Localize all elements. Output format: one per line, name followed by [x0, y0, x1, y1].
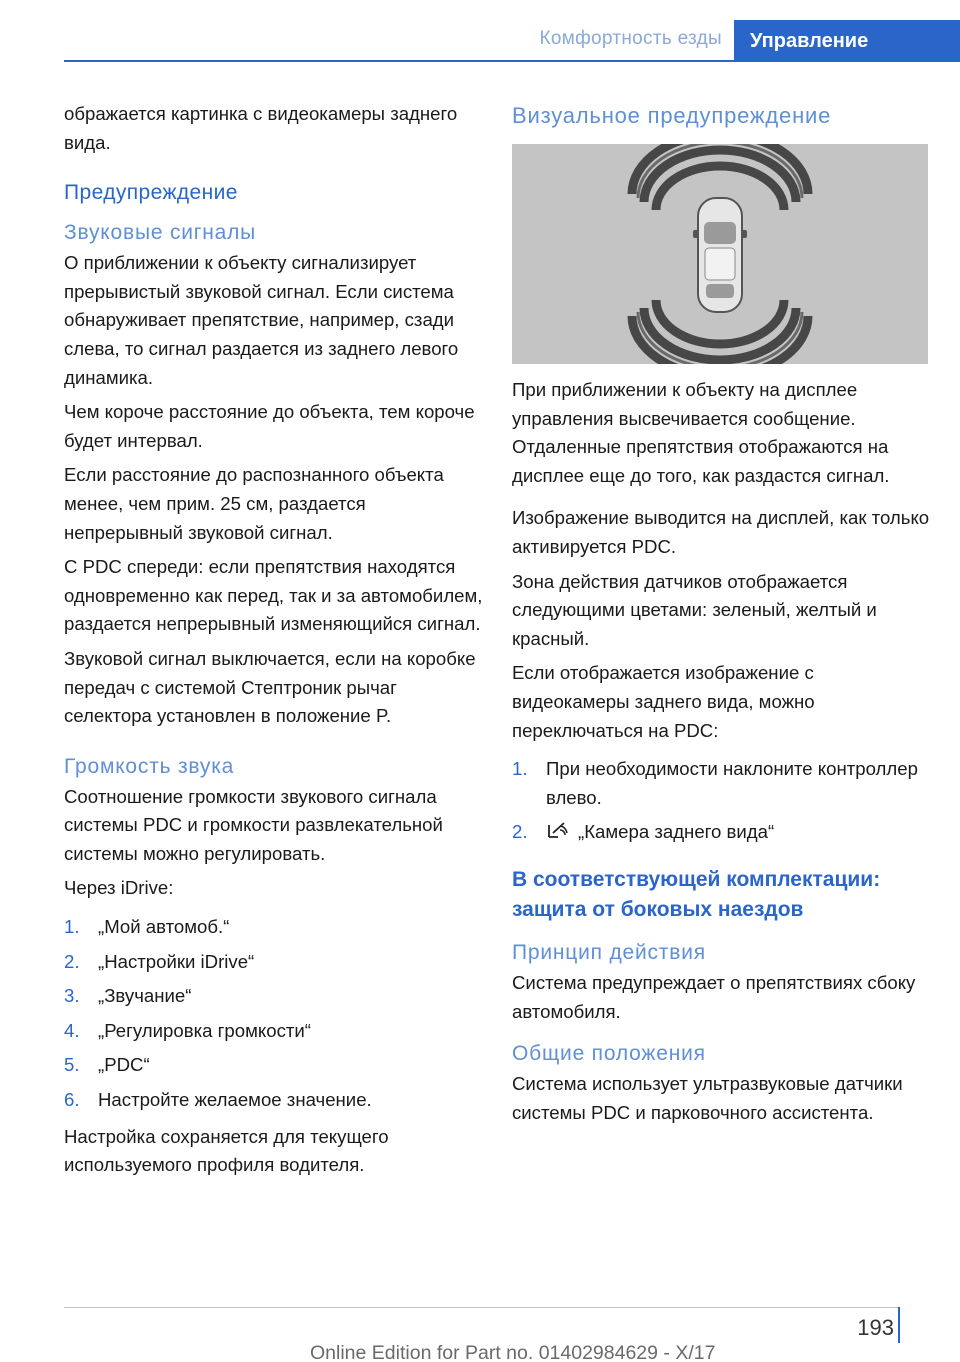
camera-switch-steps-list [512, 755, 932, 847]
footer-rule [64, 1307, 900, 1308]
step-text: „Настройки iDrive“ [98, 950, 255, 972]
header-chapter-tab: Управление [734, 20, 960, 62]
step-text: При необходимости наклоните контроллер влево. [546, 758, 918, 808]
pdc-display-illustration [512, 144, 928, 364]
step-number: 3. [64, 985, 80, 1007]
paragraph: Если отображается изображение с видеокамеры заднего вида, можно переключаться на PDC: [512, 662, 815, 741]
intro-text: ображается картинка с видеокамеры заднего вида. [64, 103, 458, 153]
step-text: „Мой автомоб.“ [98, 916, 230, 938]
page-footer [0, 1300, 960, 1362]
paragraph: О приближении к объекту сигнализирует прерывистый звуковой сигнал. Если система обнаруживает препятствие, например, сзади слева, то сигнал раздается из заднего левого динамика. [64, 252, 459, 388]
left-column [64, 100, 484, 1186]
header-section-title: Комфортность езды [539, 28, 722, 49]
paragraph: Зона действия датчиков отображается следующими цветами: зеленый, желтый и красный. [512, 570, 877, 649]
step-text: „Регулировка громкости“ [98, 1019, 311, 1041]
paragraph: При приближении к объекту на дисплее управления высвечивается сообщение. Отдаленные препятствия отображаются на дисплее еще до того, как раздастся сигнал. [512, 379, 890, 486]
list-item [64, 948, 484, 977]
paragraph: Соотношение громкости звукового сигнала системы PDC и громкости развлекательной системы можно регулировать. [64, 785, 443, 864]
step-number: 2. [512, 821, 528, 843]
heading-side-protection: В соответствующей комплектации: защита от боковых наездов [512, 867, 881, 921]
paragraph: Система предупреждает о препятствиях сбоку автомобиля. [512, 971, 916, 1022]
car-sensor-zones-graphic [512, 144, 928, 364]
paragraph: Изображение выводится на дисплей, как только активируется PDC. [512, 507, 930, 557]
paragraph: Система использует ультразвуковые датчики системы PDC и парковочного ассистента. [512, 1073, 903, 1123]
list-item [64, 1051, 484, 1080]
step-number: 1. [64, 916, 80, 938]
edition-note: Online Edition for Part no. 01402984629 - X/17 [310, 1342, 716, 1362]
rear-camera-icon [546, 821, 568, 841]
paragraph: Через iDrive: [64, 877, 174, 899]
step-text: „Камера заднего вида“ [578, 821, 775, 843]
paragraph: Звуковой сигнал выключается, если на коробке передач с системой Стептроник рычаг селектора установлен в положение P. [64, 647, 476, 727]
step-number: 2. [64, 950, 80, 972]
heading-general: Общие положения [512, 1042, 706, 1066]
heading-principle: Принцип действия [512, 940, 706, 964]
step-number: 6. [64, 1089, 80, 1111]
list-item [64, 982, 484, 1011]
step-text: „PDC“ [98, 1054, 150, 1076]
heading-sound-signals: Звуковые сигналы [64, 221, 257, 245]
step-text: Настройте желаемое значение. [98, 1089, 372, 1111]
page-header [0, 0, 960, 62]
paragraph: С PDC спереди: если препятствия находятся одновременно как перед, так и за автомобилем, раздается непрерывный изменяющийся сигнал. [64, 556, 483, 635]
heading-visual-warning: Визуальное предупреждение [512, 103, 832, 128]
list-item [64, 913, 484, 942]
paragraph: Чем короче расстояние до объекта, тем короче будет интервал. [64, 401, 475, 451]
list-item [64, 1017, 484, 1046]
list-item [64, 1086, 484, 1115]
footer-accent-tick [898, 1307, 900, 1343]
step-text: „Звучание“ [98, 985, 192, 1007]
paragraph: Настройка сохраняется для текущего используемого профиля водителя. [64, 1125, 389, 1176]
step-number: 4. [64, 1019, 80, 1041]
right-column [512, 100, 932, 1133]
page-number: 193 [857, 1315, 894, 1340]
list-item [512, 755, 932, 812]
paragraph: Если расстояние до распознанного объекта менее, чем прим. 25 см, раздается непрерывный звуковой сигнал. [64, 464, 444, 543]
idrive-steps-list [64, 913, 484, 1115]
heading-warning: Предупреждение [64, 181, 238, 205]
step-number: 1. [512, 758, 528, 780]
list-item [512, 818, 932, 847]
step-number: 5. [64, 1054, 80, 1076]
heading-volume: Громкость звука [64, 754, 235, 778]
